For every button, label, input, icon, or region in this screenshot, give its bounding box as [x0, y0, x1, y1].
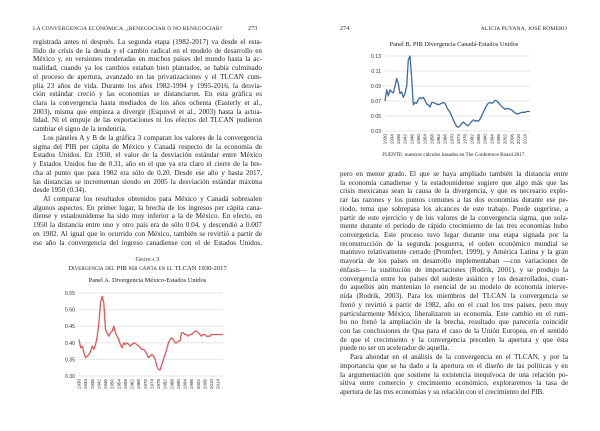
x-tick-label: 1986	[475, 134, 481, 145]
x-tick-label: 2006	[202, 379, 208, 390]
x-tick-label: 1982	[469, 134, 475, 145]
text-line: lidad. Ni el empuje de las exportaciones ni los efectos del TLCAN pudieron	[33, 116, 262, 125]
x-tick-label: 1982	[162, 379, 168, 390]
body-text	[340, 170, 568, 397]
text-line: rar las razones y los puntos comunes a las dos economías durante ese pe-	[340, 196, 568, 205]
figure-title: Divergencia del PIB per cápita en el TLCAN 1930-2017	[68, 265, 227, 272]
x-tick-label: 1962	[129, 379, 135, 390]
x-tick-label: 1942	[402, 134, 408, 145]
x-tick-label: 1998	[495, 134, 501, 145]
x-tick-label: 2010	[209, 379, 215, 390]
text-line: Los páneles A y B de la gráfica 3 comparan los valores de la convergencia	[43, 133, 262, 142]
text-line: sigma del PIB per cápita de México y Canadá respecto de la economía de	[33, 142, 262, 151]
y-tick-label: 0.07	[370, 99, 381, 105]
y-tick-label: 0.35	[64, 357, 75, 364]
x-tick-label: 2014	[215, 379, 221, 390]
text-line: convergencia entre los países del sudeste asiático y los desarrollados, cuan-	[340, 274, 568, 283]
x-tick-label: 1994	[489, 134, 495, 145]
panel-b-title: Panel B. PIB Divergencia Canadá-Estados Unidos	[389, 41, 519, 48]
series-line	[385, 56, 530, 127]
text-line: sitiva entre comercio y crecimiento económico, exploraremos la tasa de	[340, 379, 568, 388]
text-line: convergencia. Este proceso tuvo lugar durante una etapa signada por la	[340, 231, 568, 240]
text-line: y Estados Unidos fue de 0.31, año en el que ya era claro el cierre de la bre-	[33, 160, 262, 169]
x-tick-label: 1966	[442, 134, 448, 145]
text-line: cambiar el signo de la tendencia.	[33, 125, 127, 134]
x-tick-label: 1986	[169, 379, 175, 390]
x-tick-label: 1938	[395, 134, 401, 145]
text-line: ción estándar creció y las economías se distanciaron. En esta gráfica es	[33, 90, 262, 99]
text-line: el proceso de apertura, avanzado en las privatizaciones y el TLCAN cum-	[33, 72, 262, 81]
x-tick-label: 1958	[429, 134, 435, 145]
text-line: reconstrucción de la segunda posguerra, el orden económico mundial se	[340, 239, 568, 248]
y-tick-label: 0.05	[370, 114, 381, 120]
y-tick-label: 0.03	[370, 129, 381, 135]
text-line: mente durante el periodo de rápido crecimiento de las tres economías hubo	[340, 222, 568, 231]
text-line: algunos aspectos. En primer lugar, la brecha de los ingresos per cápita cana-	[33, 203, 262, 212]
x-tick-label: 1938	[89, 379, 95, 390]
x-tick-label: 1990	[482, 134, 488, 145]
text-line: mantuvo relativamente cerrado (Promfert, 1999), y América Latina y la gran	[340, 248, 568, 257]
x-tick-label: 1962	[435, 134, 441, 145]
source-note: FUENTE: nuestros cálculos basados en The Conference Board 2017.	[382, 152, 526, 158]
y-tick-label: 0.11	[371, 69, 381, 75]
text-line: crisis mexicanas sean la causa de la divergencia, y que es necesario explo-	[340, 187, 568, 196]
text-line: tualidad, cuando ya los cambios estaban bien plantados, se había culminado	[33, 64, 262, 73]
running-header-title: LA CONVERGENCIA ECONÓMICA. ¿RENEGOCIAR O NO RENEGOCIAR?	[33, 26, 223, 32]
text-line: importancia que se ha dado a la apertura en el diseño de las políticas y en	[340, 361, 568, 370]
x-tick-label: 1934	[389, 134, 395, 145]
y-tick-label: 0.45	[64, 324, 75, 331]
text-line: desde 1950 (0.34).	[33, 186, 87, 195]
text-line: 1950 la distancia entre uno y otro país era de sólo 0.04, y descendió a 0.007	[33, 221, 262, 230]
x-tick-label: 2002	[195, 379, 201, 390]
x-tick-label: 2014	[522, 134, 528, 145]
text-line: con las conclusiones de Qua para el caso de la Unión Europea, en el sentido	[340, 326, 568, 335]
x-tick-label: 2010	[515, 134, 521, 145]
text-line: do aquellos aún mantenían lo esencial de su modelo de economía interve-	[340, 283, 568, 292]
x-tick-label: 1966	[136, 379, 142, 390]
text-line: ese año la convergencia del ingreso canadiense con el de Estados Unidos,	[33, 238, 262, 247]
x-tick-label: 1970	[449, 134, 455, 145]
x-tick-label: 1946	[103, 379, 109, 390]
text-line: Estados Unidos. En 1930, el valor de la desviación estándar entre México	[33, 151, 262, 160]
text-line: pero en menor grado. El que se haya ampliado también la distancia entre	[340, 170, 568, 178]
x-tick-label: 1954	[116, 379, 122, 390]
figure-label: Gráfica 3	[135, 256, 160, 263]
y-tick-label: 0.13	[370, 54, 381, 60]
x-tick-label: 1978	[156, 379, 162, 390]
x-tick-label: 1950	[415, 134, 421, 145]
x-tick-label: 1998	[189, 379, 195, 390]
x-tick-label: 1974	[149, 379, 155, 390]
text-line: mayoría de los países en desarrollo implementaban —con variaciones de	[340, 257, 568, 266]
panel-a-title: Panel A. Divergencia México-Estados Unidos	[88, 277, 207, 284]
text-line: de que el crecimiento y la convergencia preceden la apertura y que ésta	[340, 335, 568, 344]
x-tick-label: 1970	[142, 379, 148, 390]
text-line: México y, en versiones moderadas en muchos países del mundo hasta la ac-	[33, 55, 262, 64]
x-tick-label: 1974	[455, 134, 461, 145]
x-tick-label: 1950	[109, 379, 115, 390]
text-line: la economía canadiense y la estadounidense sugiere que algo más que las	[340, 178, 568, 187]
x-tick-label: 1990	[175, 379, 181, 390]
text-line: nida (Rodrik, 2003). Para los miembros del TLCAN la convergencia se	[340, 292, 568, 301]
panel-a-chart	[55, 288, 230, 400]
text-line: en 1982. Al igual que lo ocurrido con México, también se revirtió a partir de	[33, 229, 262, 238]
text-line: riodo, tema que sobrepasa los alcances de este trabajo. Puede sugerirse, a	[340, 204, 568, 213]
text-line: registrada antes ni después. La segunda etapa (1982-2017) va desde el esta-	[33, 38, 262, 46]
text-line: llido de crisis de la deuda y el cambio radical en el modelo de desarrollo en	[33, 46, 262, 55]
panel-b-chart	[360, 50, 540, 150]
x-tick-label: 1994	[182, 379, 188, 390]
text-line: diense y estadounidense ha sido muy inferior a la de México. En efecto, en	[33, 212, 262, 221]
x-tick-label: 1978	[462, 134, 468, 145]
text-line: apertura de las tres economías y su relación con el crecimiento del PIB.	[340, 387, 545, 396]
text-line: Al comparar los resultados obtenidos para México y Canadá sobresalen	[43, 194, 262, 203]
x-tick-label: 1954	[422, 134, 428, 145]
text-line: bo no frenó la ampliación de la brecha, resultado que parecería coincidir	[340, 318, 568, 327]
text-line: cha al punto que para 1982 era sólo de 0.20. Desde ese año y hasta 2017,	[33, 168, 262, 177]
text-line: Para ahondar en el análisis de la convergencia en el TLCAN, y por la	[350, 353, 568, 362]
page-number: 273	[248, 26, 258, 32]
x-tick-label: 1930	[76, 379, 82, 390]
y-tick-label: 0.55	[64, 291, 75, 297]
x-tick-label: 1942	[96, 379, 102, 390]
running-header-authors: ALICIA PUYANA, JOSÉ ROMERO	[480, 26, 567, 32]
text-line: la argumentación que sostiene la existencia inequívoca de una relación po-	[340, 370, 568, 379]
text-line: puede no ser un acelerador de aquella.	[340, 344, 450, 353]
page-number: 274	[340, 26, 350, 32]
text-line: plía 23 años de vida. Durante los años 1982-1994 y 1995-2016, la desvia-	[33, 81, 262, 90]
text-line: clara la convergencia hasta mediados de los años ochenta (Easterly et al.,	[33, 99, 262, 108]
x-tick-label: 1930	[382, 134, 388, 145]
text-line: particularmente México, liberalizaron su economía. Este cambio en el rum-	[340, 309, 568, 318]
text-line: frenó y revirtió a partir de 1982, año en el cual los tres países, pero muy	[340, 300, 568, 309]
text-line: las distancias se incrementan siendo en 2005 la desviación estándar máxima	[33, 177, 262, 186]
x-tick-label: 2002	[502, 134, 508, 145]
x-tick-label: 2006	[509, 134, 515, 145]
x-tick-label: 1934	[83, 379, 89, 390]
text-line: 2003), misma que empieza a divergir (Esquivel et al., 2003) hasta la actua-	[33, 107, 262, 116]
text-line: partir de este ejercicio y de los valores de la convergencia sigma, que sola-	[340, 213, 568, 222]
x-tick-label: 1946	[409, 134, 415, 145]
y-tick-label: 0.40	[64, 340, 75, 347]
x-tick-label: 1958	[122, 379, 128, 390]
body-text	[33, 38, 262, 247]
y-tick-label: 0.50	[64, 307, 75, 314]
y-tick-label: 0.30	[64, 374, 75, 380]
y-tick-label: 0.09	[370, 84, 381, 90]
text-line: énfasis— la sustitución de importaciones (Rodrik, 2001), y se produjo la	[340, 265, 568, 274]
